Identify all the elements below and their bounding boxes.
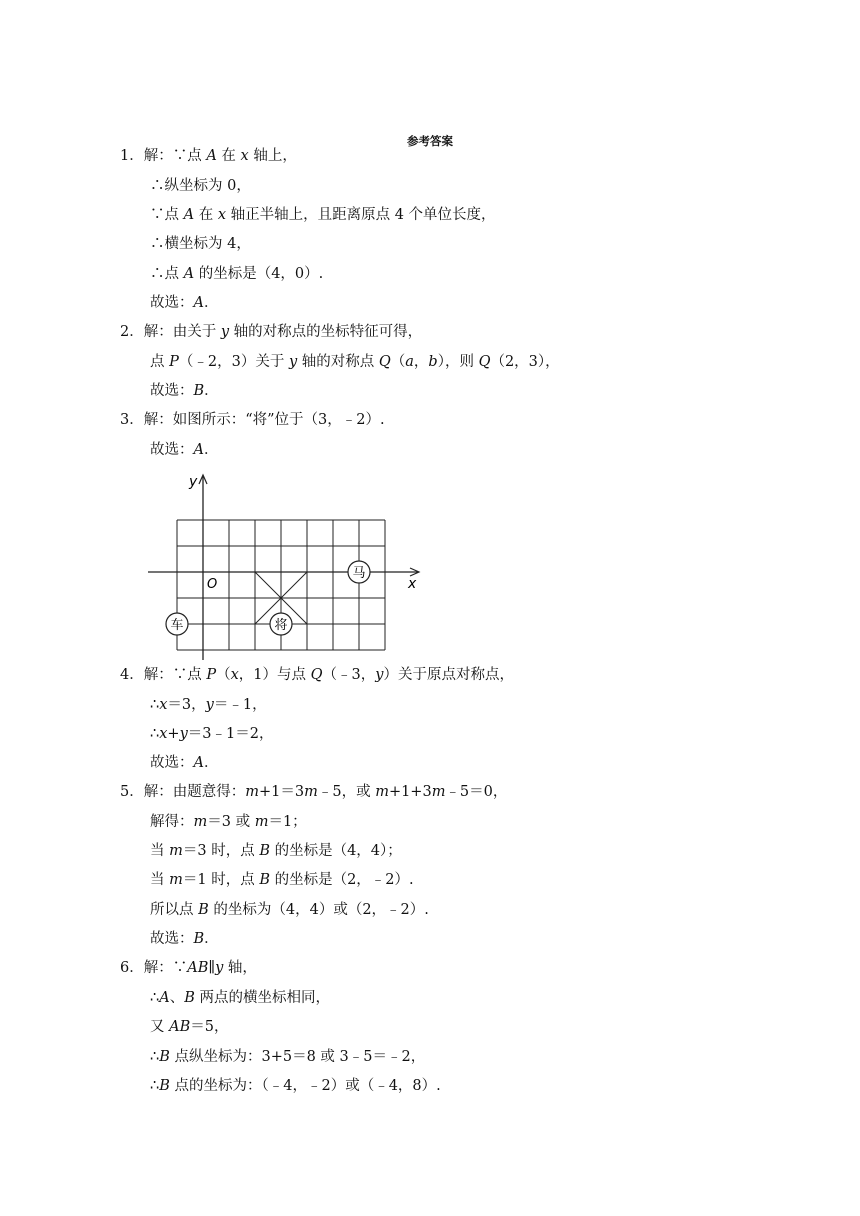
solution-line: 所以点 B 的坐标为（4，4）或（2，﹣2）. [150, 902, 429, 918]
solution-line: 故选：B． [150, 931, 219, 947]
chess-piece-label: 车 [170, 618, 184, 633]
solution-line: 又 AB＝5， [150, 1019, 229, 1035]
solution-line: ∴纵坐标为 0， [150, 178, 251, 194]
solution-line: ∵点 A 在 x 轴正半轴上，且距离原点 4 个单位长度， [150, 207, 496, 223]
solution-line: ∴A、B 两点的横坐标相同， [150, 990, 330, 1006]
solution-line: 故选：A． [150, 295, 219, 311]
chess-board-figure [140, 468, 430, 668]
question-line: 1．解：∵点 A 在 x 轴上， [120, 148, 297, 164]
solution-line: ∴x+y＝3﹣1＝2， [150, 726, 274, 742]
question-line: 5．解：由题意得：m+1＝3m﹣5，或 m+1+3m﹣5＝0， [120, 784, 508, 800]
solution-line: 故选：A． [150, 442, 219, 458]
solution-line: ∴B 点纵坐标为：3+5＝8 或 3﹣5＝﹣2， [150, 1049, 426, 1065]
chess-piece-label: 马 [352, 566, 366, 581]
origin-label: O [207, 577, 218, 592]
solution-line: 当 m＝3 时，点 B 的坐标是（4，4）； [150, 843, 402, 859]
question-line: 4．解：∵点 P（x，1）与点 Q（﹣3，y）关于原点对称点， [120, 667, 514, 683]
question-line: 6．解：∵AB∥y 轴， [120, 960, 257, 976]
page-title: 参考答案 [407, 134, 453, 148]
solution-line: ∴横坐标为 4， [150, 236, 251, 252]
solution-line: 当 m＝1 时，点 B 的坐标是（2，﹣2）. [150, 872, 414, 888]
chess-piece-label: 将 [274, 618, 288, 633]
solution-line: 点 P（﹣2，3）关于 y 轴的对称点 Q（a，b），则 Q（2，3）， [150, 354, 560, 370]
x-axis-label: x [408, 576, 417, 592]
solution-line: ∴B 点的坐标为：（﹣4，﹣2）或（﹣4，8）. [150, 1078, 441, 1094]
solution-line: ∴点 A 的坐标是（4，0）. [150, 266, 324, 282]
question-line: 2．解：由关于 y 轴的对称点的坐标特征可得， [120, 324, 423, 340]
solution-line: 故选：B． [150, 383, 219, 399]
question-line: 3．解：如图所示：“将”位于（3，﹣2）. [120, 412, 385, 428]
solution-line: 解得：m＝3 或 m＝1； [150, 814, 307, 830]
solution-line: 故选：A． [150, 755, 219, 771]
y-axis-label: y [189, 474, 198, 490]
solution-line: ∴x＝3，y＝﹣1， [150, 697, 267, 713]
